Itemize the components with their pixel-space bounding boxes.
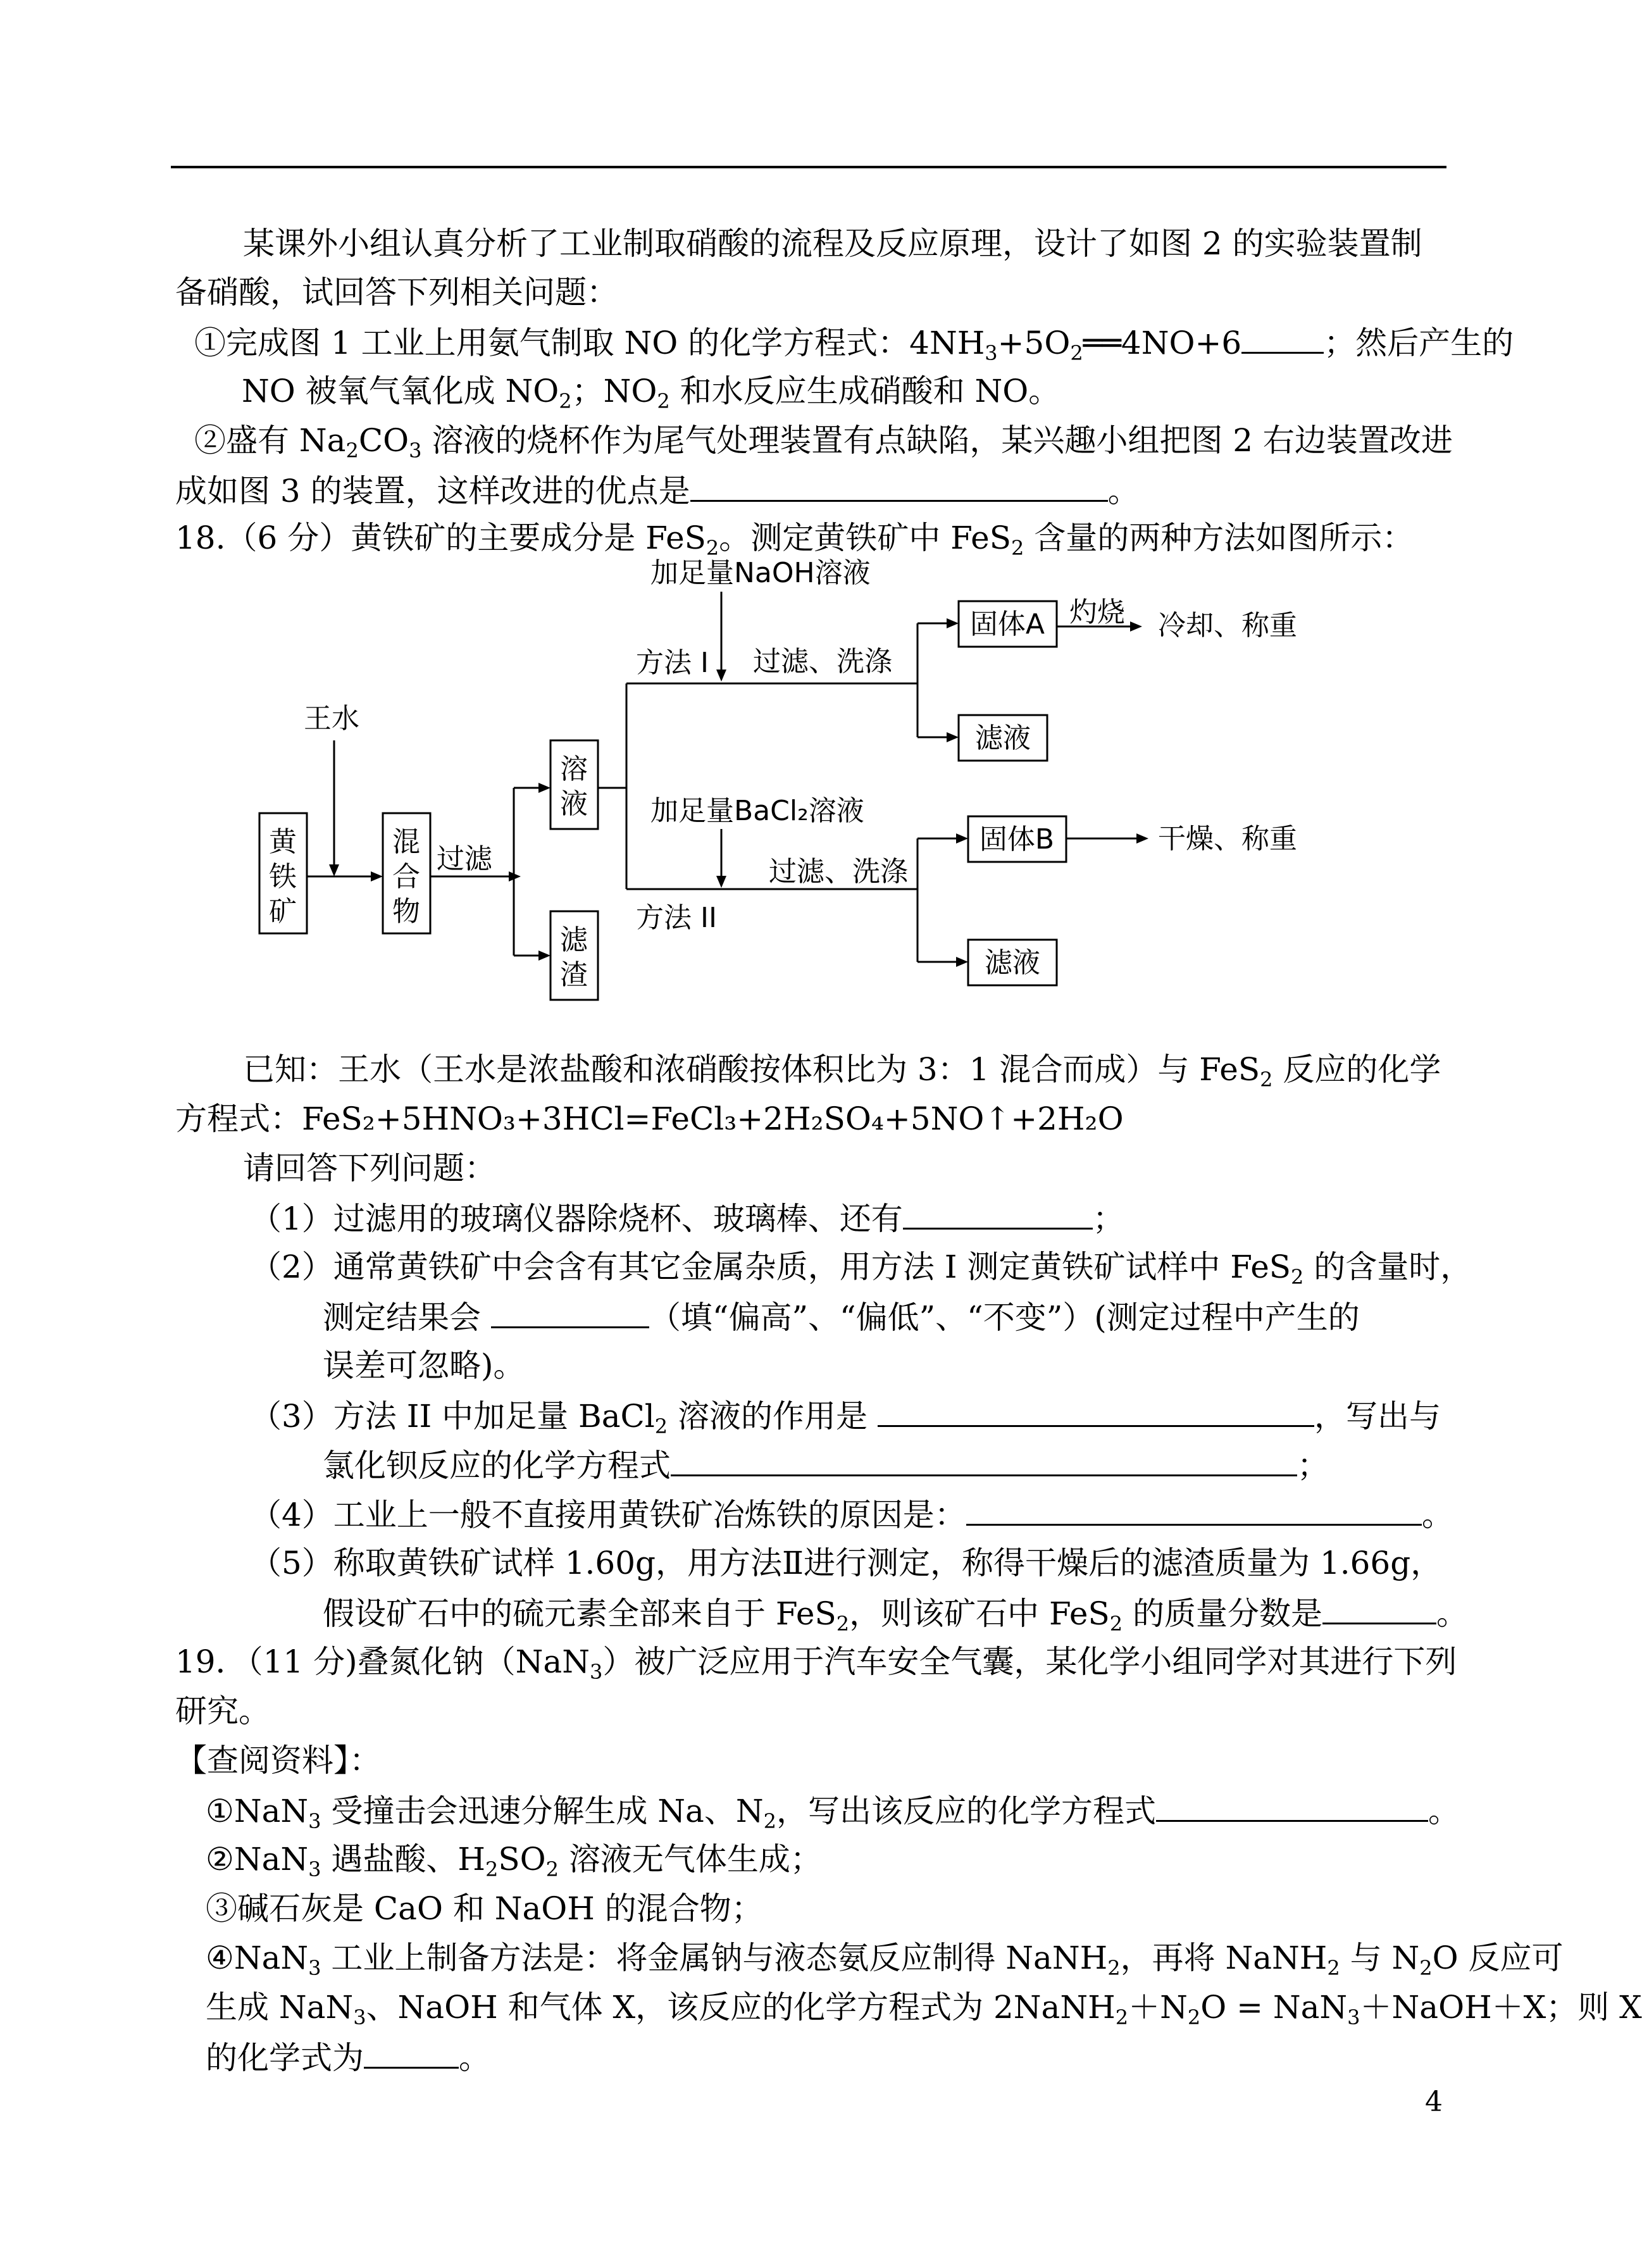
ore-char-2: 铁 (269, 861, 297, 893)
solidA-label: 固体A (969, 608, 1045, 640)
dry-arrowhead (1136, 833, 1148, 844)
intro-line-1: 某课外小组认真分析了工业制取硝酸的流程及反应原理，设计了如图 2 的实验装置制 (243, 225, 1422, 262)
bacl2-label: 加足量BaCl₂溶液 (650, 795, 864, 827)
mixture-char-3: 物 (392, 895, 420, 928)
q19-ref-2: ②NaN$_3$ 遇盐酸、$H_2SO_2$ 溶液无气体生成； (206, 1841, 822, 1881)
residue-char-2: 渣 (560, 959, 588, 991)
mixture-char-1: 混 (392, 826, 420, 858)
filtrate1-label: 滤液 (975, 722, 1031, 754)
q18-known: 已知：王水（王水是浓盐酸和浓硝酸按体积比为 3：1 混合而成）与 FeS$_2$ 反应的化学 (243, 1051, 1441, 1092)
page-number: 4 (1425, 2086, 1443, 2118)
q18-ask: 请回答下列问题： (243, 1150, 496, 1187)
wash2-label: 过滤、洗涤 (769, 856, 908, 888)
ore-char-1: 黄 (269, 826, 297, 858)
burn-label: 灼烧 (1069, 596, 1125, 628)
answer-blank[interactable] (878, 1396, 1314, 1427)
answer-blank[interactable] (966, 1495, 1422, 1526)
q19-ref-4-end: 的化学式为 。 (206, 2038, 490, 2077)
aqua-arrowhead (329, 864, 339, 876)
filtrate2-label: 滤液 (985, 947, 1040, 979)
solution-char-2: 液 (560, 788, 588, 820)
method1-label: 方法 I (636, 647, 709, 679)
method2-label: 方法 II (636, 902, 717, 934)
answer-blank[interactable] (364, 2038, 459, 2069)
question-1: ①完成图 1 工业上用氨气制取 NO 的化学方程式：$4NH_3+5O_2══4NO+6$ ；然后产生的 (194, 323, 1514, 362)
q18-part-2-cont: 测定结果会 （填“偏高”、“偏低”、“不变”）(测定过程中产生的 (323, 1297, 1360, 1336)
burn-arrowhead (1130, 621, 1142, 632)
ore-char-3: 矿 (269, 895, 297, 928)
q18-part-3-cont: 氯化钡反应的化学方程式 ； (323, 1445, 1329, 1485)
q18-part-2-end: 误差可忽略)。 (323, 1347, 525, 1384)
q19-ref-4: ④NaN$_3$ 工业上制备方法是：将金属钠与液态氨反应制得 NaNH$_2$，再将 NaNH$_2$ 与 $N_2O$ 反应可 (206, 1940, 1564, 1980)
q19-heading: 19．（11 分)叠氮化钠（NaN$_3$）被广泛应用于汽车安全气囊，某化学小组同学对其进行下列 (175, 1643, 1457, 1684)
q18-heading: 18.（6 分）黄铁矿的主要成分是 FeS$_2$。测定黄铁矿中 FeS$_2$ 含量的两种方法如图所示： (175, 520, 1414, 560)
q19-ref-4-cont: 生成 NaN$_3$、NaOH 和气体 X，该反应的化学方程式为 $2NaNH_2+N_2O$ = NaN$_3$＋NaOH＋X；则 X (206, 1989, 1642, 2029)
bacl2-arrowhead (716, 876, 726, 888)
answer-blank[interactable] (1156, 1791, 1428, 1822)
wash1-label: 过滤、洗涤 (753, 645, 892, 678)
q18-part-2: （2）通常黄铁矿中会含有其它金属杂质，用方法 I 测定黄铁矿试样中 FeS$_2$ 的含量时， (250, 1249, 1472, 1289)
q18-part-5: （5）称取黄铁矿试样 1.60g，用方法Ⅱ进行测定，称得干燥后的滤渣质量为 1.66g， (250, 1545, 1443, 1581)
filtrate2-arrowhead (956, 957, 968, 967)
dry-weigh-label: 干燥、称重 (1158, 823, 1297, 855)
answer-blank[interactable] (1322, 1593, 1436, 1624)
answer-blank[interactable] (903, 1199, 1093, 1230)
naoh-arrowhead (716, 670, 726, 682)
question-2: ②盛有 $Na_2CO_3$ 溶液的烧杯作为尾气处理装置有点缺陷，某兴趣小组把图 2 右边装置改进 (194, 422, 1453, 463)
mixture-char-2: 合 (392, 861, 420, 893)
answer-blank[interactable] (671, 1445, 1297, 1476)
q18-part-5-cont: 假设矿石中的硫元素全部来自于 FeS$_2$，则该矿石中 FeS$_2$ 的质量分数是 。 (323, 1593, 1468, 1633)
filter-label: 过滤 (437, 843, 492, 875)
question-2-cont: 成如图 3 的装置，这样改进的优点是 。 (175, 471, 1140, 510)
residue-char-1: 滤 (560, 924, 588, 956)
filtrate1-arrowhead (947, 732, 959, 742)
q18-part-4: （4）工业上一般不直接用黄铁矿冶炼铁的原因是： 。 (250, 1495, 1453, 1534)
flow-diagram (0, 0, 1605, 1025)
naoh-label: 加足量NaOH溶液 (650, 557, 871, 589)
q19-reference-title: 【查阅资料】： (175, 1742, 381, 1779)
intro-line-2: 备硝酸，试回答下列相关问题： (175, 274, 618, 311)
aqua-regia-label: 王水 (304, 702, 359, 735)
solution-arrowhead (538, 783, 550, 793)
q19-ref-3: ③碱石灰是 CaO 和 NaOH 的混合物； (206, 1890, 763, 1927)
solidB-arrowhead (956, 833, 968, 844)
residue-arrowhead (538, 950, 550, 961)
question-1-cont: NO 被氧气氧化成 $NO_2$；$NO_2$ 和水反应生成硝酸和 NO。 (242, 373, 1060, 413)
ore-arrowhead (371, 871, 383, 882)
solidA-arrowhead (947, 618, 959, 628)
solution-char-1: 溶 (560, 753, 588, 785)
cool-weigh-label: 冷却、称重 (1158, 609, 1297, 642)
q19-ref-1: ①NaN$_3$ 受撞击会迅速分解生成 Na、$N_2$，写出该反应的化学方程式 。 (206, 1791, 1460, 1830)
q18-part-1: （1）过滤用的玻璃仪器除烧杯、玻璃棒、还有 ； (250, 1199, 1124, 1238)
q19-heading-cont: 研究。 (175, 1693, 270, 1729)
q18-equation: 方程式：FeS₂+5HNO₃+3HCl=FeCl₃+2H₂SO₄+5NO↑+2H₂O (175, 1100, 1124, 1137)
q18-part-3: （3）方法 II 中加足量 BaCl$_2$ 溶液的作用是 ，写出与 (250, 1396, 1441, 1435)
solidB-label: 固体B (979, 823, 1055, 856)
answer-blank[interactable] (491, 1297, 649, 1328)
